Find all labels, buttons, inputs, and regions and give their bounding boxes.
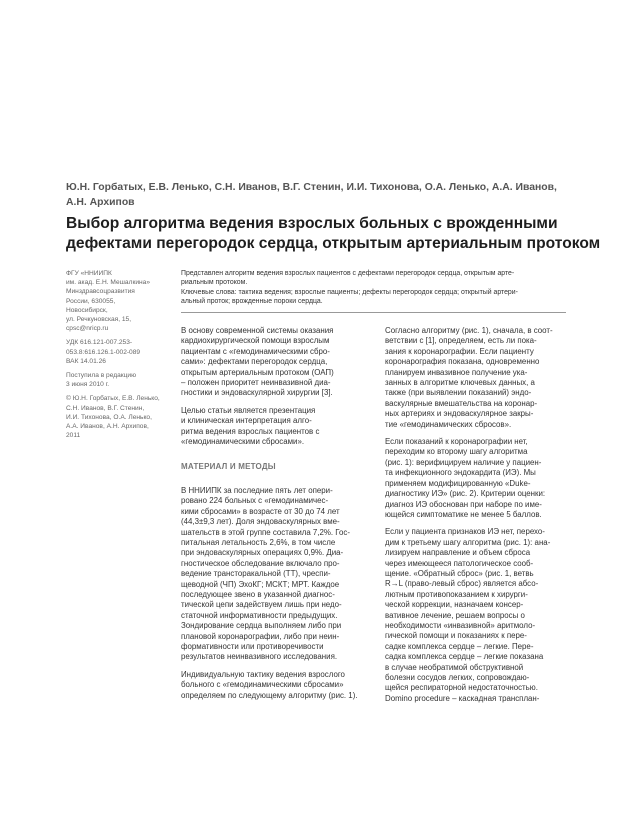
text-line: садка комплекса сердце – легкие показана [385, 652, 544, 662]
text-line: Зондирование сердца выполняем либо при [181, 621, 342, 631]
text-line: через имеющееся патологическое сооб- [385, 558, 534, 568]
text-line: болезни сосудов легких, сопровождаю- [385, 673, 530, 682]
copyright-line: © Ю.Н. Горбатых, Е.В. Ленько, [66, 395, 160, 403]
affiliation-line: ул. Речкуновская, 15, [66, 316, 132, 324]
affiliation-line: России, 630055, [66, 297, 116, 305]
text-line: гностическое обследование включало про- [181, 558, 340, 568]
text-line: в случае необратимой обструктивной [385, 662, 524, 672]
title-line-1: Выбор алгоритма ведения взрослых больных с врожденными [66, 215, 558, 232]
text-line: также (при выявлении показаний) эндо- [385, 388, 532, 398]
text-line: (рис. 1): верифицируем наличие у пациен- [385, 457, 542, 467]
text-line: ведение трансторакальной (ТТ), чреспи- [181, 569, 331, 579]
text-line: определяем по следующему алгоритму (рис. 1). [181, 690, 358, 700]
text-line: гностики и эндоваскулярной хирургии [3]. [181, 388, 333, 398]
text-line: щеводной (ЧП) ЭхоКГ; МСКТ; МРТ. Каждое [181, 579, 340, 589]
received-date [66, 371, 166, 389]
vak-code-line: ВАК 14.01.26 [66, 357, 106, 365]
text-line: кими сбросами» в возрасте от 30 до 74 лет [181, 506, 340, 516]
copyright-notice [66, 394, 166, 440]
intro-paragraph [181, 326, 353, 399]
text-line: открытым артериальным протоком (ОАП) [181, 367, 334, 377]
text-line: применяем модифицированную «Duke- [385, 478, 531, 488]
text-line: больного с «гемодинамическими сбросами» [181, 680, 344, 690]
text-line: при эндоваскулярных операциях 0,9%. Диа- [181, 548, 344, 558]
affiliation-block [66, 269, 166, 333]
text-line: питальная летальность 2,6%, в том числе [181, 537, 336, 547]
text-line: последующее звено в указанной диагнос- [181, 589, 335, 599]
copyright-line: И.И. Тихонова, О.А. Ленько, [66, 413, 152, 421]
article-abstract [181, 269, 566, 313]
keywords-line: Ключевые слова: тактика ведения; взрослые пациенты; дефекты перегородок сердца; открытый артери- [181, 288, 518, 296]
text-line: диагностику ИЭ» (рис. 2). Критерии оценки: [385, 489, 546, 499]
classification-codes [66, 338, 166, 366]
title-line-2: дефектами перегородок сердца, открытым артериальным протоком [66, 235, 601, 252]
text-line: тие «гемодинамических сбросов». [385, 419, 512, 429]
abstract-line: риальным протоком. [181, 279, 248, 287]
abstract-line: Представлен алгоритм ведения взрослых пациентов с дефектами перегородок сердца, открытым арте- [181, 270, 515, 277]
text-line: васкулярные вмешательства на коронар- [385, 398, 538, 408]
text-line: та инфекционного эндокардита (ИЭ). Мы [385, 468, 536, 478]
text-line: плановой коронарографии, либо при неин- [181, 631, 340, 641]
text-line: статочной информативности предыдущих. [181, 610, 338, 620]
copyright-line: 2011 [66, 432, 81, 440]
algorithm-step3-paragraph [385, 527, 557, 704]
text-line: (44,3±9,3 лет). Доля эндоваскулярных вме- [181, 517, 340, 527]
text-line: R→L (право-левый сброс) является абсо- [385, 579, 539, 589]
text-line: В ННИИПК за последние пять лет опери- [181, 485, 333, 495]
text-line: диагноз ИЭ обоснован при наборе по име- [385, 499, 542, 509]
text-line: кардиохирургической помощи взрослым [181, 336, 330, 346]
text-line: ных артериях и эндоваскулярное закры- [385, 409, 534, 419]
algorithm-step1-paragraph [385, 326, 557, 430]
text-line: ческой коррекции, назначаем консер- [385, 600, 524, 610]
affiliation-line: ФГУ «ННИИПК [66, 270, 112, 277]
text-line: результатов неинвазивного исследования. [181, 652, 338, 662]
section-heading-methods: МАТЕРИАЛ И МЕТОДЫ [181, 462, 276, 472]
affiliation-line: Минздравсоцразвития [66, 288, 135, 296]
text-line: ющейся симптоматике не менее 5 баллов. [385, 509, 542, 519]
text-line: тической цепи задействуем лишь при недо- [181, 600, 342, 610]
text-line: коронарография показана, одновременно [385, 357, 540, 367]
article-title [66, 214, 601, 254]
udc-code-line: УДК 616.121-007.253- [66, 339, 133, 347]
text-line: Индивидуальную тактику ведения взрослого [181, 669, 345, 679]
article-authors [66, 180, 566, 210]
received-line: Поступила в редакцию [66, 372, 137, 380]
body-left-column [181, 326, 358, 708]
text-line: занных в алгоритме ключевых данных, а [385, 378, 535, 388]
text-line: ветствии с [1], определяем, есть ли пока- [385, 336, 537, 346]
text-line: планируем инвазивное получение ука- [385, 367, 528, 377]
algorithm-step2-paragraph [385, 437, 557, 520]
text-line: Целью статьи является презентация [181, 405, 316, 415]
text-line: Если у пациента признаков ИЭ нет, перехо- [385, 527, 545, 537]
text-line: Domino procedure – каскадная трансплан- [385, 693, 540, 703]
copyright-line: А.А. Иванов, А.Н. Архипов, [66, 423, 149, 431]
body-right-column [385, 326, 557, 711]
text-line: щение. «Обратный сброс» (рис. 1, ветвь [385, 568, 534, 578]
udc-code-line: 053.8:616.126.1-002-089 [66, 348, 141, 356]
text-line: Если показаний к коронарографии нет, [385, 437, 528, 447]
keywords-line: альный проток; врожденные пороки сердца. [181, 298, 323, 306]
text-line: «гемодинамическими сбросами». [181, 437, 305, 447]
affiliation-line: им. акад. Е.Н. Мешалкина» [66, 279, 150, 287]
text-line: щейся респираторной недостаточностью. [385, 683, 538, 693]
text-line: сами»: дефектами перегородок сердца, [181, 357, 328, 367]
text-line: Согласно алгоритму (рис. 1), сначала, в соот- [385, 326, 553, 335]
text-line: – положен приоритет неинвазивной диа- [181, 378, 331, 388]
methods-paragraph [181, 486, 353, 663]
text-line: формативности или противоречивости [181, 641, 324, 651]
contact-email: cpsc@nricp.ru [66, 325, 109, 333]
authors-line-1: Ю.Н. Горбатых, Е.В. Ленько, С.Н. Иванов, В.Г. Стенин, И.И. Тихонова, О.А. Ленько, А.А. Иванов, [66, 182, 557, 193]
copyright-line: С.Н. Иванов, В.Г. Стенин, [66, 404, 145, 412]
text-line: лютным противопоказанием к хирурги- [385, 589, 528, 599]
text-line: необходимости «инвазивной» аритмоло- [385, 620, 536, 630]
text-line: гической помощи и показаниях к пере- [385, 631, 527, 641]
authors-line-2: А.Н. Архипов [66, 197, 135, 208]
affiliation-line: Новосибирск, [66, 306, 108, 314]
aim-paragraph [181, 406, 353, 448]
text-line: ритма ведения взрослых пациентов с [181, 426, 320, 436]
text-line: садке комплекса сердце – легкие. Пере- [385, 641, 534, 651]
text-line: зания к коронарографии. Если пациенту [385, 346, 534, 356]
received-line: 3 июня 2010 г. [66, 381, 110, 389]
text-line: и клиническая интерпретация алго- [181, 416, 312, 426]
text-line: пациентам с «гемодинамическими сбро- [181, 346, 330, 356]
text-line: дим к третьему шагу алгоритма (рис. 1): ана- [385, 537, 551, 547]
text-line: шательств в этой группе составила 7,2%. Гос- [181, 527, 350, 537]
text-line: переходим ко второму шагу алгоритма [385, 447, 528, 457]
text-line: ровано 224 больных с «гемодинамичес- [181, 496, 329, 506]
tactics-paragraph [181, 669, 358, 701]
text-line: вативное лечение, решаем вопросы о [385, 610, 525, 620]
article-sidebar [66, 269, 166, 445]
text-line: В основу современной системы оказания [181, 326, 334, 335]
text-line: лизируем направление и объем сброса [385, 548, 531, 558]
